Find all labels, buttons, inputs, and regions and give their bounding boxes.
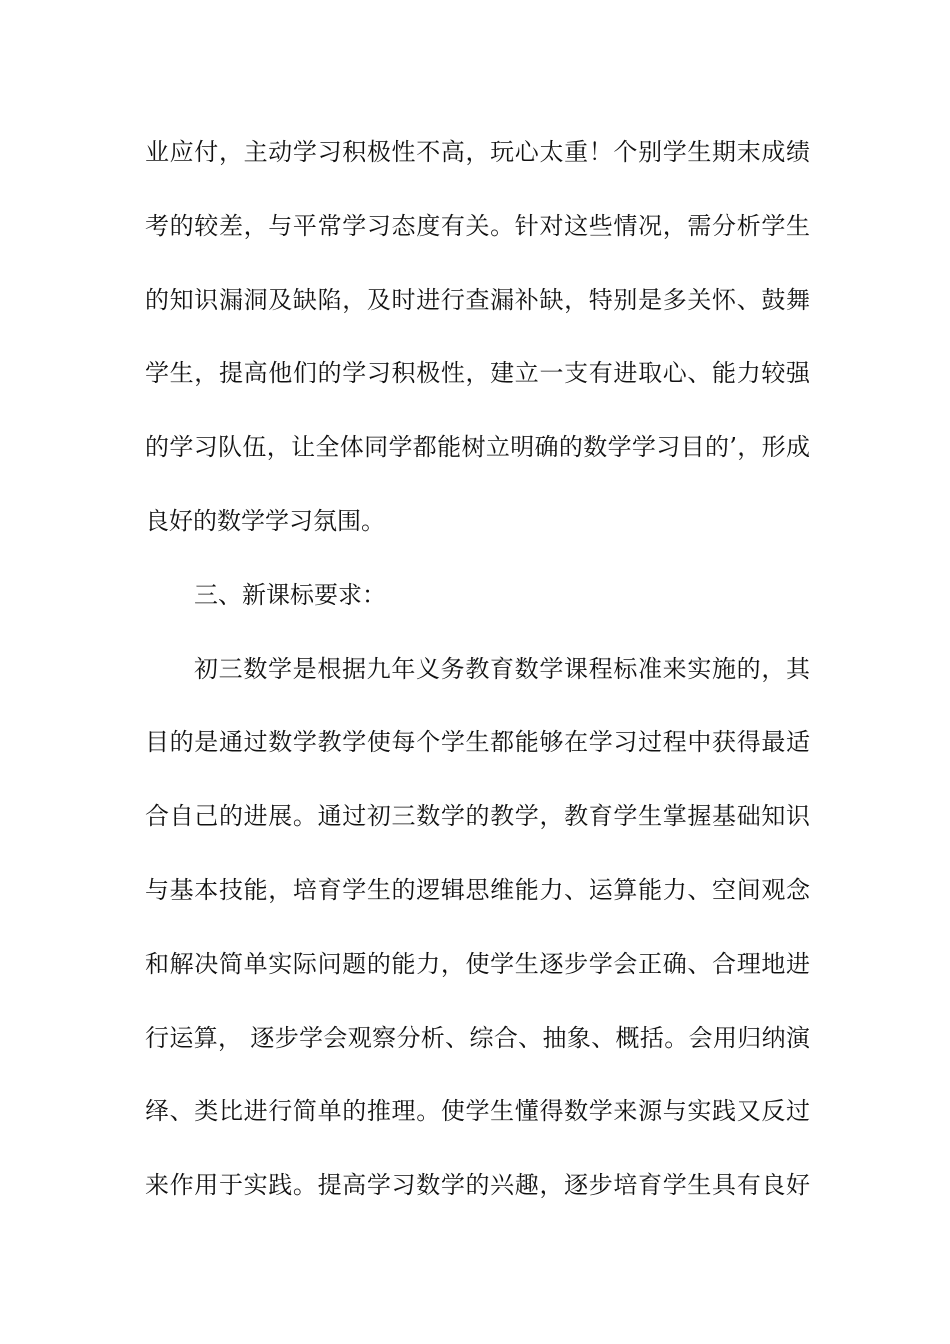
paragraph-line: 良好的数学学习氛围。 xyxy=(145,506,385,535)
paragraph-line: 合自己的进展。通过初三数学的教学，教育学生掌握基础知识 xyxy=(145,802,810,831)
paragraph-line: 学生，提高他们的学习积极性，建立一支有进取心、能力较强 xyxy=(145,359,810,388)
paragraph-line: 和解决简单实际问题的能力，使学生逐步学会正确、合理地进 xyxy=(145,949,810,978)
paragraph-line: 行运算， 逐步学会观察分析、综合、抽象、概括。会用归纳演 xyxy=(145,1023,810,1052)
paragraph-line: 绎、类比进行简单的推理。使学生懂得数学来源与实践又反过 xyxy=(145,1097,810,1126)
paragraph-line: 目的是通过数学教学使每个学生都能够在学习过程中获得最适 xyxy=(145,728,810,757)
document-body xyxy=(145,130,810,1237)
paragraph-line: 的学习队伍，让全体同学都能树立明确的数学学习目的’，形成 xyxy=(145,433,810,462)
paragraph-line: 考的较差，与平常学习态度有关。针对这些情况，需分析学生 xyxy=(145,211,810,240)
paragraph-line: 与基本技能，培育学生的逻辑思维能力、运算能力、空间观念 xyxy=(145,875,810,904)
paragraph-line: 的知识漏洞及缺陷，及时进行查漏补缺，特别是多关怀、鼓舞 xyxy=(145,285,810,314)
paragraph-line: 业应付，主动学习积极性不高，玩心太重！个别学生期末成绩 xyxy=(145,138,810,166)
section-heading: 三、新课标要求： xyxy=(194,580,386,609)
paragraph-line: 初三数学是根据九年义务教育数学课程标准来实施的，其 xyxy=(194,654,810,683)
paragraph-line: 来作用于实践。提高学习数学的兴趣，逐步培育学生具有良好 xyxy=(145,1171,810,1200)
